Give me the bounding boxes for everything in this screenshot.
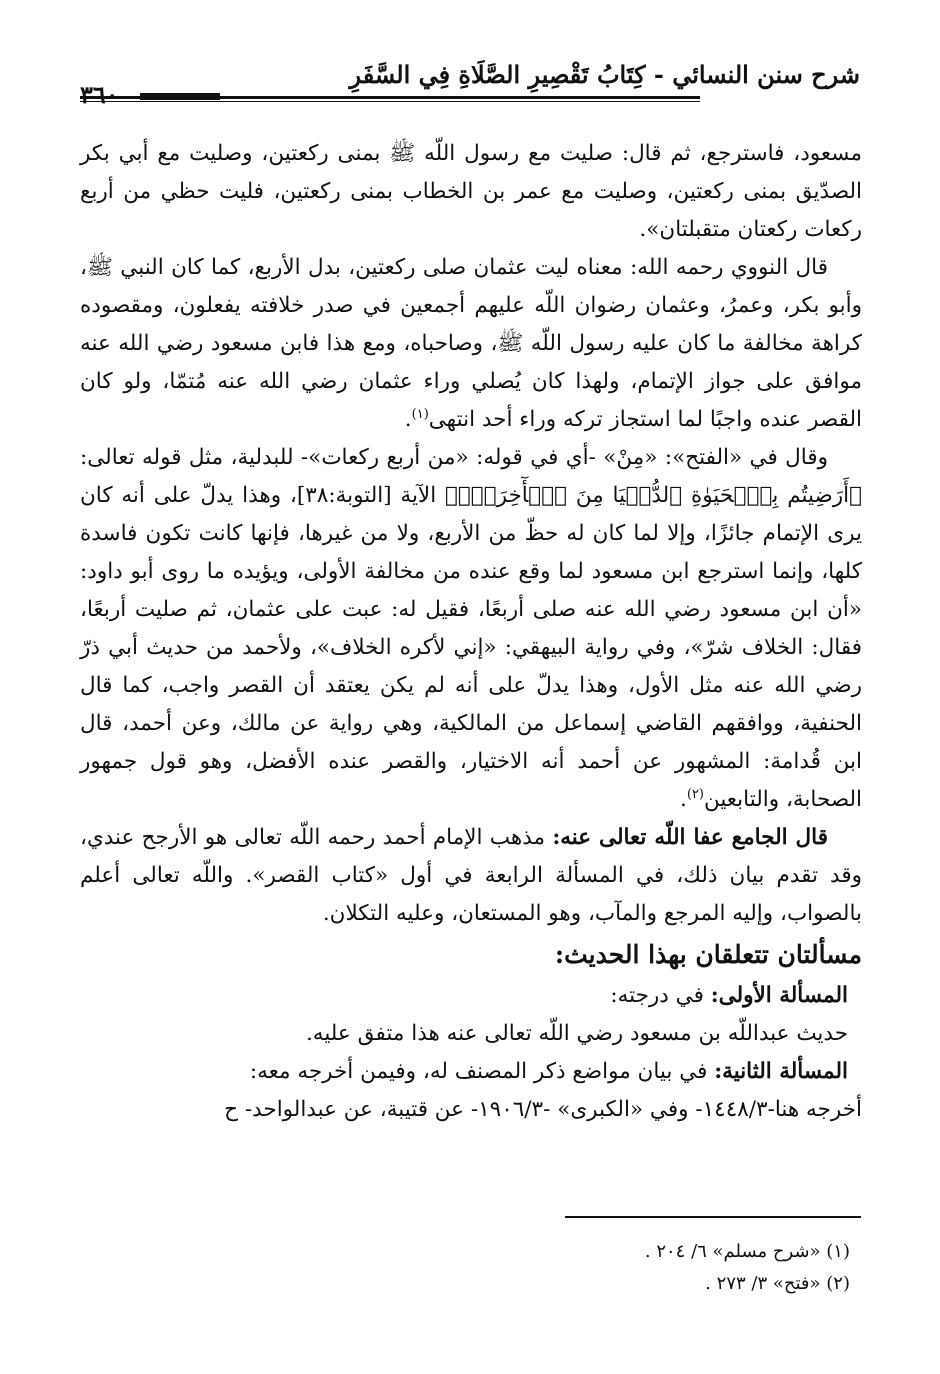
page-number: ٣٦٠ [80, 80, 119, 109]
issue-2-title: في بيان مواضع ذكر المصنف له، وفيمن أخرجه معه: [249, 1059, 715, 1084]
footnote-1: (١) «شرح مسلم» ٦/ ٢٠٤ . [644, 1241, 850, 1262]
issue-2-body: أخرجه هنا-١٤٤٨/٣- وفي «الكبرى» -١٩٠٦/٣- عن قتيبة، عن عبدالواحد- ح [224, 1097, 862, 1122]
issue-1-body: حديث عبداللّه بن مسعود رضي اللّه تعالى عنه هذا متفق عليه. [305, 1021, 848, 1046]
issue-1-label: المسألة الأولى: [710, 983, 848, 1008]
page-number-block [80, 80, 220, 109]
footnote-ref-2: (٢) [686, 786, 704, 802]
issue-1 [80, 977, 862, 1015]
paragraph-1: مسعود، فاسترجع، ثم قال: صليت مع رسول اللّه ﷺ بمنى ركعتين، وصليت مع أبي بكر الصدّيق بمنى ركعتين، وصليت مع عمر بن الخطاب بمنى ركعتين، فليت حظي من أربع ركعات ركعتان متقبلتان». [80, 141, 862, 242]
paragraph-4 [80, 819, 862, 933]
page-header [80, 56, 860, 109]
paragraph-3-text: وقال في «الفتح»: «مِنْ» -أي في قوله: «من أربع ركعات»- للبدلية، مثل قوله تعالى: ﴿أَرَضِيتُم بِٱلۡحَيَوٰةِ ٱلدُّنۡيَا مِنَ ٱلۡأٓخِرَةِۚ﴾ الآية [التوبة:٣٨]، وهذا يدلّ على أنه كان يرى الإتمام جائزًا، وإلا لما كان له حظّ من الأربع، ولا من غيرها، فإنها كانت تكون فاسدة كلها، وإنما استرجع ابن مسعود لما وقع عنده من مخالفة الأولى، ويؤيده ما روى أبو داود: «أن ابن مسعود رضي الله عنه صلى أربعًا، فقيل له: عبت على عثمان، ثم صليت أربعًا، فقال: الخلاف شرّ»، وفي رواية البيهقي: «إني لأكره الخلاف»، ولأحمد من حديث أبي ذرّ رضي الله عنه مثل الأول، وهذا يدلّ على أنه لم يكن يعتقد أن القصر واجب، كما قال الحنفية، ووافقهم القاضي إسماعل من المالكية، وهي رواية عن مالك، وعن أحمد، قال ابن قُدامة: المشهور عن أحمد أنه الاختيار، والقصر عنده الأفضل، وهو قول جمهور الصحابة، والتابعين [80, 445, 862, 812]
page-number-rule [140, 93, 220, 96]
issue-2 [80, 1053, 862, 1091]
footnote-divider [565, 1216, 861, 1218]
section-heading: مسألتان تتعلقان بهذا الحديث: [554, 940, 862, 969]
paragraph-3 [80, 439, 862, 819]
issue-2-label: المسألة الثانية: [714, 1059, 848, 1084]
footnote-2: (٢) «فتح» ٣/ ٢٧٣ . [705, 1273, 850, 1294]
paragraph-4-text: مذهب الإمام أحمد رحمه اللّه تعالى هو الأرجح عندي، وقد تقدم بيان ذلك، في المسألة الرابعة في أول «كتاب القصر». واللّه تعالى أعلم بالصواب، وإليه المرجع والمآب، وهو المستعان، وعليه التكلان. [80, 825, 862, 926]
body-text [80, 135, 862, 1129]
footnotes [80, 1236, 860, 1300]
running-title: شرح سنن النسائي - كِتَابُ تَقْصِيرِ الصَّلَاةِ فِي السَّفَرِ [349, 60, 860, 89]
page-number-rule-thin [140, 99, 220, 100]
issue-1-title: في درجته: [610, 983, 711, 1008]
paragraph-2 [80, 249, 862, 439]
paragraph-2-text: قال النووي رحمه الله: معناه ليت عثمان صلى ركعتين، بدل الأربع، كما كان النبي ﷺ، وأبو بكر، وعمرُ، وعثمان رضوان اللّه عليهم أجمعين في صدر خلافته يفعلون، ومقصوده كراهة مخالفة ما كان عليه رسول اللّه ﷺ، وصاحباه، ومع هذا فابن مسعود رضي الله عنه موافق على جواز الإتمام، ولهذا كان يُصلي وراء عثمان رضي الله عنه مُتمّا، ولو كان القصر عنده واجبًا لما استجاز تركه وراء أحد انتهى [80, 255, 862, 432]
author-remark-label: قال الجامع عفا اللّه تعالى عنه: [552, 825, 828, 850]
footnote-ref-1: (١) [411, 406, 429, 422]
paragraph-3-end: . [679, 787, 687, 812]
paragraph-2-end: . [404, 407, 412, 432]
